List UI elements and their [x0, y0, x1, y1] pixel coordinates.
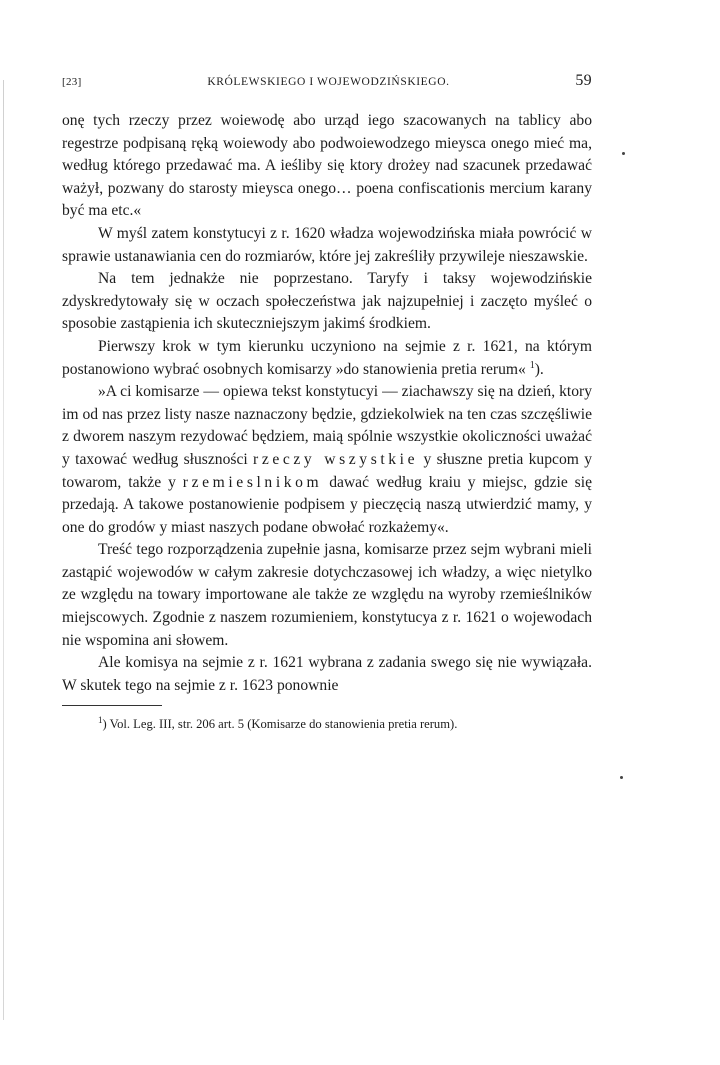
paragraph-p1	[62, 110, 592, 223]
scan-edge-line	[3, 80, 4, 1020]
text-run: Pierwszy krok w tym kierunku uczyniono na sejmie z r. 1621, na którym postanowiono wybrać osobnych komisarzy »do stanowienia pretia rerum«	[62, 337, 592, 378]
page-number: 59	[575, 72, 592, 89]
running-head	[62, 72, 592, 94]
text-run: Treść tego rozporządzenia zupełnie jasna, komisarze przez sejm wybrani mieli zastąpić wojewodów w całym zakresie dotychczasowej ich władzy, a więc nietylko ze względu na towary importowane ale także ze względu na wyroby rzemieślników miejscowych. Zgodnie z naszem rozumieniem, konstytucya z r. 1621 o wojewodach nie wspomina ani słowem.	[62, 541, 592, 649]
margin-speck	[620, 776, 623, 779]
margin-speck	[622, 152, 625, 155]
text-run: y słuszne pretia kupcom y towarom, także y	[62, 450, 592, 491]
text-run: onę tych rzeczy przez woiewodę abo urząd iego szacowanych na tablicy abo regestrze podpisaną ręką woiewody abo podwoiewodzego mieysca onego mieć ma, według którego przedawać ma. A ieśliby się ktory drożey nad szacunek przedawać ważył, pozwany do starosty mieysca onego… poena confiscationis mercium karany być ma etc.«	[62, 112, 592, 220]
text-run: »A ci komisarze — opiewa tekst konstytucyi — ziachawszy się na dzień, ktory im od nas przez listy nasze naznaczony będzie, gdziekolwiek na ten czas szczęśliwie z dworem naszym rezydować będziem, maią spólnie wszystkie okoliczności uważać y taxować według słuszności	[62, 383, 592, 468]
paragraph-p4	[62, 336, 592, 381]
footnote-reference: 1	[529, 359, 535, 371]
paragraph-p5	[62, 381, 592, 539]
footnote-mark: 1	[98, 715, 103, 726]
text-run: W myśl zatem konstytucyi z r. 1620 władza wojewodzińska miała powrócić w sprawie ustanawiania cen do rozmiarów, które jej zakreśliły przywileje nieszawskie.	[62, 224, 592, 265]
paragraph-p2	[62, 223, 592, 268]
text-run: dawać według kraiu y miejsc, gdzie się przedają. A takowe postanowienie podpisem y pieczęcią naszą utwierdzić mamy, y one do grodów y miast naszych podane obwołać rozkażemy«.	[62, 473, 592, 536]
book-page	[62, 72, 592, 733]
paragraph-p3	[62, 268, 592, 336]
running-title: KRÓLEWSKIEGO I WOJEWODZIŃSKIEGO.	[207, 76, 450, 88]
text-run: Ale komisya na sejmie z r. 1621 wybrana z zadania swego się nie wywiązała. W skutek tego na sejmie z r. 1623 ponownie	[62, 654, 592, 694]
text-run: Na tem jednakże nie poprzestano. Taryfy i taksy wojewodzińskie zdyskredytowały się w oczach społeczeństwa jak najzupełniej i zaczęto myśleć o sposobie zastąpienia ich skuteczniejszym jakimś środkiem.	[62, 270, 592, 333]
spaced-text: rzeczy wszystkie	[253, 450, 419, 468]
paragraph-p7	[62, 652, 592, 697]
signature-mark: [23]	[62, 76, 82, 88]
footnote-text: ) Vol. Leg. III, str. 206 art. 5 (Komisarze do stanowienia pretia rerum).	[102, 717, 458, 732]
spaced-text: rzemieslnikom	[182, 473, 323, 491]
text-run: ).	[534, 360, 544, 378]
footnote	[62, 716, 592, 733]
body-text	[62, 110, 592, 697]
paragraph-p6	[62, 539, 592, 652]
footnote-rule	[62, 705, 162, 706]
